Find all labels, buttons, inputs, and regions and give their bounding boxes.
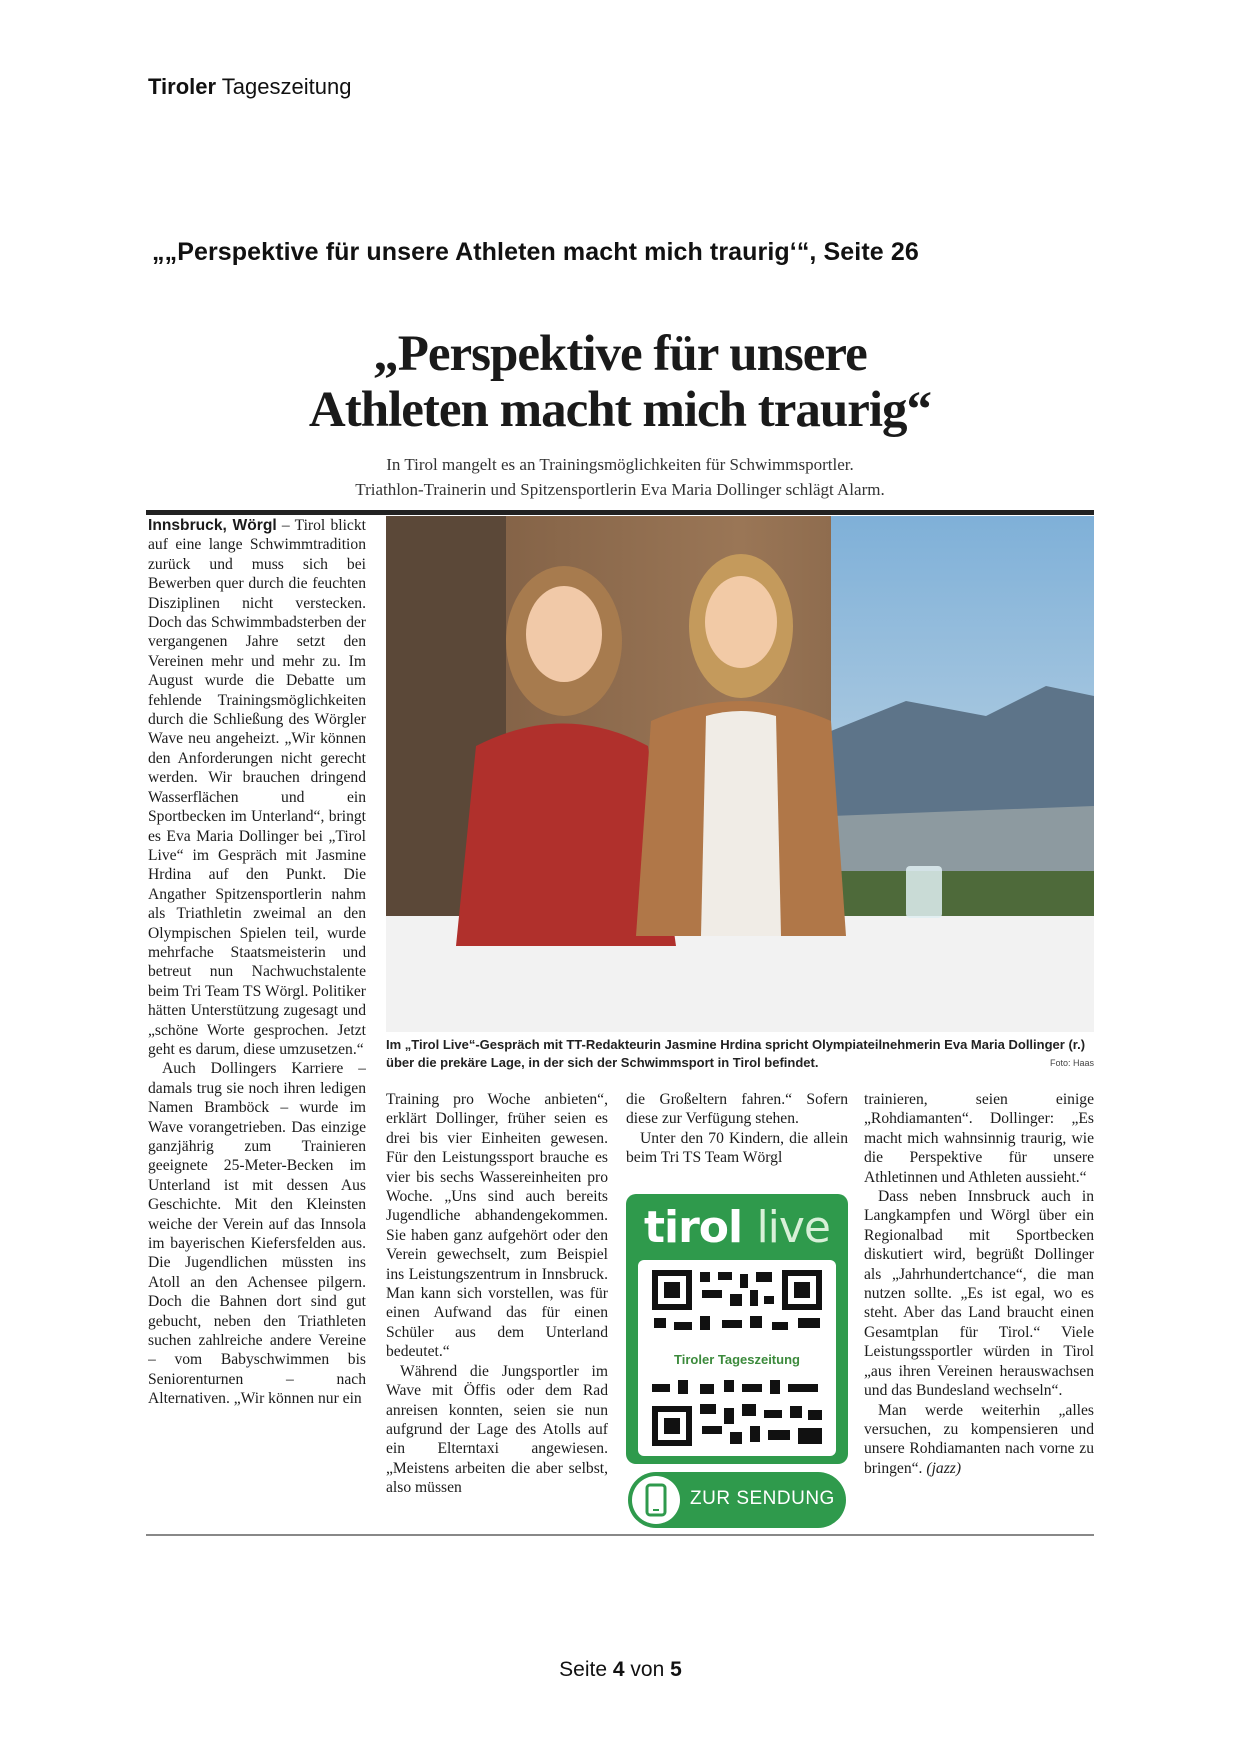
footer-page-number: 4 (612, 1658, 625, 1681)
masthead-bold: Tiroler (148, 74, 217, 99)
author-initials: (jazz) (926, 1459, 962, 1477)
zur-sendung-label: ZUR SENDUNG (690, 1488, 835, 1509)
tirol-live-promo (626, 1194, 848, 1530)
deck-line-1: In Tirol mangelt es an Trainingsmöglichkeiten für Schwimmsportler. (386, 455, 854, 474)
article-deck (146, 452, 1094, 502)
column-2-paragraph-1: Training pro Woche anbieten“, erklärt Dollinger, früher seien es drei bis vier Einheiten gewesen. Für den Leistungssport brauche es vier bis sechs Wassereinheiten pro Woche. „Uns sind auch bereits Jugendliche abhandengekommen. Sie haben ganz aufgehört oder den Verein gewechselt, zum Beispiel ins Leistungszentrum in Innsbruck. Man kann sich vorstellen, was für einen Aufwand das für einen Schüler aus dem Unterland bedeutet.“ (386, 1091, 608, 1361)
article-photo (386, 516, 1094, 1032)
headline-line-1: „Perspektive für unsere (373, 326, 867, 382)
column-1-paragraph-2: Auch Dollingers Karriere – damals trug sie noch ihren ledigen Namen Bramböck – wurde im Wave vorangetrieben. Das einzige ganzjährig zum Trainieren geeignete 25-Meter-Becken im Unterland ist mit dessen Aus Geschichte. Mit den Kleinsten weiche der Verein auf das Innsola im bayerischen Kiefersfelden aus. Die Jugendlichen müssten ins Atoll an den Achensee pilgern. Doch die Bahnen dort sind gut gebucht, neben den Triathleten suchen zahlreiche andere Vereine – vom Babyschwimmen bis Seniorenturnen – nach Alternativen. „Wir können nur ein (148, 1060, 366, 1408)
footer-middle: von (630, 1658, 665, 1681)
dateline: Innsbruck, Wörgl (148, 517, 277, 534)
newspaper-clipping (146, 320, 1094, 1540)
column-4-paragraph-3 (864, 1401, 1094, 1479)
article-column-4 (864, 1090, 1094, 1535)
brand-live: live (756, 1202, 830, 1253)
caption-text: Im „Tirol Live“-Gespräch mit TT-Redakteurin Jasmine Hrdina spricht Olympiateilnehmerin Eva Maria Dollinger (r.) über die prekäre Lage, in der sich der Schwimmsport in Tirol befindet. (386, 1037, 1086, 1070)
source-title: „„Perspektive für unsere Athleten macht mich traurig‘“, Seite 26 (152, 238, 919, 266)
masthead (148, 74, 351, 100)
photo-credit: Foto: Haas (1049, 1058, 1094, 1068)
smartphone-icon (632, 1476, 680, 1524)
column-3-paragraph-2: Unter den 70 Kindern, die allein beim Tri TS Team Wörgl (626, 1129, 848, 1167)
column-2-paragraph-2: Während die Jungsportler im Wave mit Öffis oder dem Rad anreisen konnten, seien sie nun aufgrund der Lage des Atolls auf ein Elterntaxi angewiesen. „Meistens arbeiten die aber selbst, also müssen (386, 1362, 608, 1497)
column-1-paragraph-1-text: – Tirol blickt auf eine lange Schwimmtradition zurück und muss sich bei Bewerben quer durch die feuchten Disziplinen nicht verstecken. Doch das Schwimmbadsterben der vergangenen Jahre setzt den Vereinen mehr und mehr zu. Im August wurde die Debatte um fehlende Trainingsmöglichkeiten durch die Schließung des Wörgler Wave neu angeheizt. „Wir können den Anforderungen nicht gerecht werden. Wir brauchen dringend Wasserflächen und ein Sportbecken im Unterland“, bringt es Eva Maria Dollinger bei „Tirol Live“ im Gespräch mit Jasmine Hrdina auf den Punkt. Die Angather Spitzensportlerin nahm als Triathletin zweimal an den Olympischen Spielen teil, wurde mehrfache Staatsmeisterin und betreut nun Nachwuchstalente beim Tri Team TS Wörgl. Politiker hätten Unterstützung zugesagt und „schöne Worte gesprochen. Jetzt geht es darum, diese umzusetzen.“ (148, 517, 366, 1058)
article-column-3 (626, 1090, 848, 1190)
headline-line-2: Athleten macht mich traurig“ (308, 382, 932, 438)
page-footer (0, 1658, 1241, 1682)
article-column-2 (386, 1090, 608, 1535)
column-4-paragraph-1: trainieren, seien einige „Rohdiamanten“. Dollinger: „Es macht mich wahnsinnig traurig, wie die Perspektive für unsere Athletinnen und Athleten aussieht.“ (864, 1091, 1094, 1186)
column-4-paragraph-2: Dass neben Innsbruck auch in Langkampfen und Wörgl über ein Regionalbad mit Sportbecken diskutiert wird, begrüßt Dollinger als „Jahrhundertchance“, die man nutzen sollte. „Es ist egal, wo es steht. Aber das Land braucht einen Gesamtplan für Tirol.“ Viele Leistungssportler würden in Tirol „aus ihren Vereinen herauswachsen und das Bundesland wechseln“. (864, 1188, 1094, 1400)
deck-line-2: Triathlon-Trainerin und Spitzensportlerin Eva Maria Dollinger schlägt Alarm. (355, 480, 885, 499)
footer-total-pages: 5 (670, 1658, 682, 1681)
clipping-bottom-rule (146, 1534, 1094, 1536)
zur-sendung-button[interactable] (628, 1472, 846, 1528)
promo-brand (626, 1202, 848, 1253)
headline-rule (146, 510, 1094, 515)
qr-label: Tiroler Tageszeitung (674, 1352, 800, 1367)
btn-icon-holder (632, 1476, 680, 1524)
column-4-paragraph-3-text: Man werde weiterhin „alles versuchen, zu kompensieren und unsere Rohdiamanten nach vorne zu bringen“. (864, 1401, 1094, 1477)
promo-card (626, 1194, 848, 1464)
masthead-regular: Tageszeitung (221, 74, 352, 99)
studio-photo-illustration (386, 516, 1094, 1032)
qr-code[interactable] (638, 1260, 836, 1456)
article-column-1 (148, 516, 366, 1531)
brand-tirol: tirol (643, 1202, 743, 1253)
article-headline (146, 326, 1094, 438)
column-3-paragraph-1: die Großeltern fahren.“ Sofern diese zur Verfügung stehen. (626, 1091, 848, 1128)
footer-prefix: Seite (559, 1658, 608, 1681)
photo-caption (386, 1036, 1094, 1072)
column-1-paragraph-1 (148, 516, 366, 1059)
